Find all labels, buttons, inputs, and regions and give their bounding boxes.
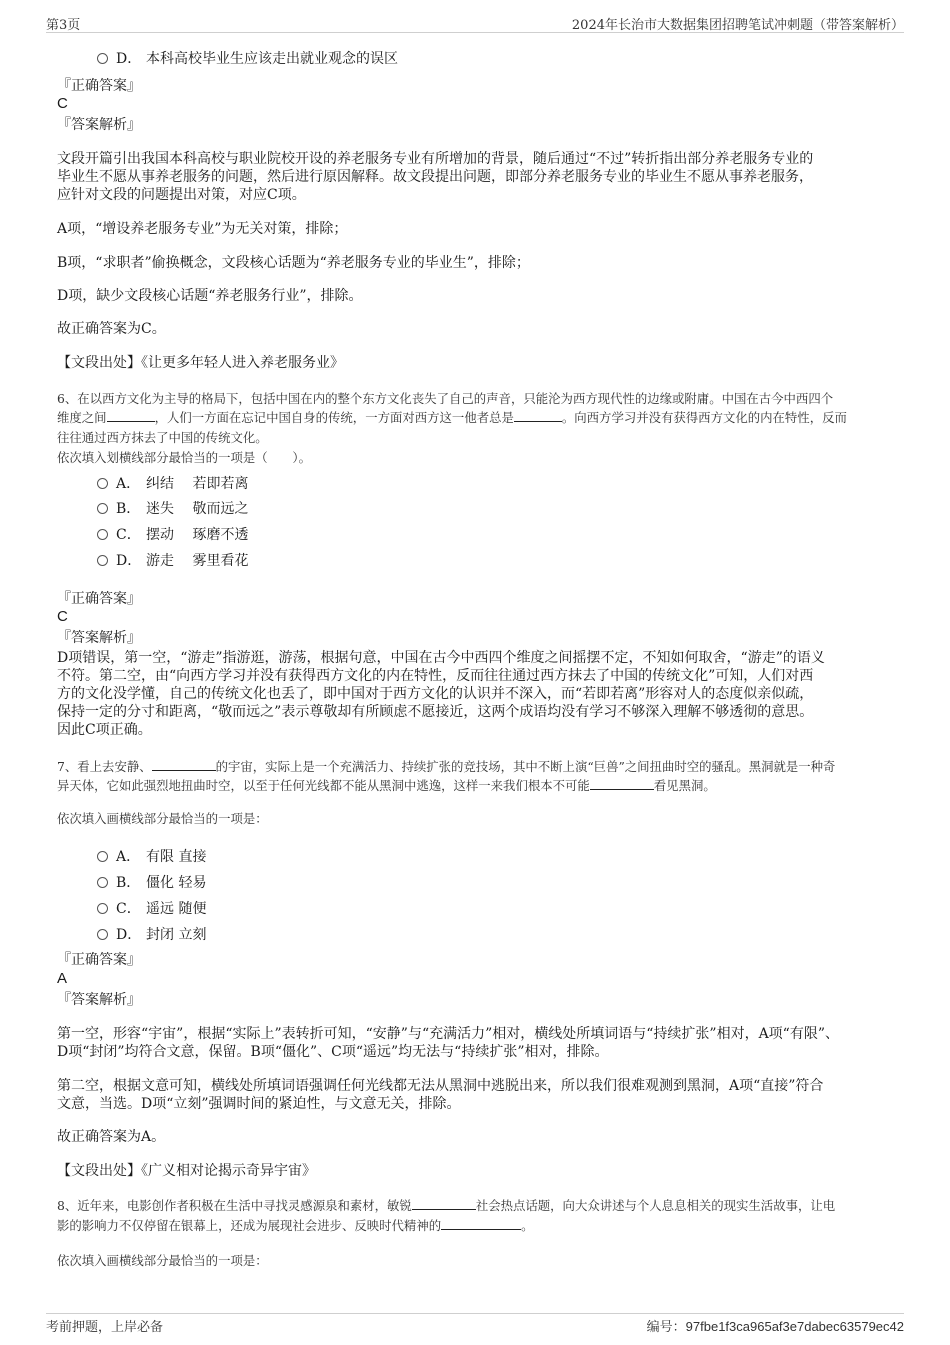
radio-icon[interactable]: [97, 851, 108, 862]
q6-analysis-line-2: 不符。第二空，由“向西方学习并没有获得西方文化的内在特性，反而往往通过西方抹去了中国的传统文化”可知，人们对西: [57, 668, 814, 684]
blank-line: [412, 1197, 476, 1210]
q5-point-d: D项，缺少文段核心话题“养老服务行业”，排除。: [57, 288, 363, 304]
q7-analysis-line-3: 第二空，根据文意可知，横线处所填词语强调任何光线都无法从黑洞中逃脱出来，所以我们很难观测到黑洞，A项“直接”符合: [57, 1078, 824, 1094]
q6-question: 依次填入划横线部分最恰当的一项是（ ）。: [57, 450, 312, 465]
q6-option-a[interactable]: A． 纠结 若即若离: [97, 473, 248, 493]
q6-stem-line-1: 6、在以西方文化为主导的格局下，包括中国在内的整个东方文化丧失了自己的声音，只能沦为西方现代性的边缘或附庸。中国在古今中西四个: [57, 391, 834, 406]
page-header: [46, 14, 904, 33]
q5-answer: C: [57, 95, 68, 112]
blank-line: [514, 409, 562, 422]
q7-stem-line-1: 7、看上去安静、 的宇宙，实际上是一个充满活力、持续扩张的竞技场，其中不断上演“巨兽”之间扭曲时空的骚乱。黑洞就是一种奇: [57, 759, 836, 774]
q8-stem-line-2: 影的影响力不仅停留在银幕上，还成为展现社会进步、反映时代精神的 。: [57, 1218, 534, 1233]
q6-stem-line-2: 维度之间 ，人们一方面在忘记中国自身的传统，一方面对西方这一他者总是 。向西方学习并没有获得西方文化的内在特性，反而: [57, 410, 847, 425]
radio-icon[interactable]: [97, 877, 108, 888]
q7-analysis-label: 『答案解析』: [57, 992, 141, 1008]
q5-point-a: A项，“增设养老服务专业”为无关对策，排除；: [57, 221, 348, 237]
q8-stem-line-1: 8、近年来，电影创作者积极在生活中寻找灵感源泉和素材，敏锐 社会热点话题，向大众讲述与个人息息相关的现实生活故事，让电: [57, 1198, 836, 1213]
q7-source: 【文段出处】《广义相对论揭示奇异宇宙》: [57, 1163, 316, 1179]
radio-icon[interactable]: [97, 903, 108, 914]
radio-icon[interactable]: [97, 478, 108, 489]
q7-question: 依次填入画横线部分最恰当的一项是：: [57, 811, 268, 826]
q5-analysis-line-2: 毕业生不愿从事养老服务的问题，然后进行原因解释。故文段提出问题，即部分养老服务专业的毕业生不愿从事养老服务，: [57, 169, 813, 185]
q6-analysis-label: 『答案解析』: [57, 630, 141, 646]
q7-option-d[interactable]: D． 封闭 立刻: [97, 924, 206, 944]
q7-answer: A: [57, 970, 68, 987]
q5-analysis-line-3: 应针对文段的问题提出对策，对应C项。: [57, 187, 306, 203]
q7-option-b[interactable]: B． 僵化 轻易: [97, 872, 206, 892]
q8-question: 依次填入画横线部分最恰当的一项是：: [57, 1253, 268, 1268]
q5-point-b: B项，“求职者”偷换概念，文段核心话题为“养老服务专业的毕业生”，排除；: [57, 255, 530, 271]
q6-option-b[interactable]: B． 迷失 敬而远之: [97, 498, 248, 518]
radio-icon[interactable]: [97, 53, 108, 64]
q6-option-d[interactable]: D． 游走 雾里看花: [97, 550, 248, 570]
q7-analysis-line-1: 第一空，形容“宇宙”，根据“实际上”表转折可知，“安静”与“充满活力”相对，横线处所填词语与“持续扩张”相对，A项“有限”、: [57, 1026, 839, 1042]
blank-line: [590, 777, 654, 790]
q5-analysis-label: 『答案解析』: [57, 117, 141, 133]
q6-analysis-line-4: 保持一定的分寸和距离，“敬而远之”表示尊敬却有所顾虑不愿接近，这两个成语均没有学习不够深入理解不够透彻的意思。: [57, 704, 814, 720]
q7-analysis-line-4: 文意，当选。D项“立刻”强调时间的紧迫性，与文意无关，排除。: [57, 1096, 461, 1112]
q6-analysis-line-1: D项错误，第一空，“游走”指游逛，游荡，根据句意，中国在古今中西四个维度之间摇摆不定，不知如何取舍，“游走”的语义: [57, 650, 825, 666]
q6-analysis-line-3: 方的文化没学懂，自己的传统文化也丢了，即中国对于西方文化的认识并不深入，而“若即若离”形容对人的态度似亲似疏，: [57, 686, 814, 702]
q7-option-c[interactable]: C． 遥远 随便: [97, 898, 206, 918]
q7-stem-line-2: 异天体，它如此强烈地扭曲时空，以至于任何光线都不能从黑洞中逃逸，这样一来我们根本不可能 看见黑洞。: [57, 778, 716, 793]
q5-option-d[interactable]: D． 本科高校毕业生应该走出就业观念的误区: [97, 48, 398, 68]
blank-line: [441, 1217, 521, 1230]
q6-option-c[interactable]: C． 摆动 琢磨不透: [97, 524, 248, 544]
page-number: 第3页: [46, 18, 81, 33]
q6-analysis-line-5: 因此C项正确。: [57, 722, 152, 738]
q6-answer-label: 『正确答案』: [57, 591, 141, 607]
q5-analysis-line-1: 文段开篇引出我国本科高校与职业院校开设的养老服务专业有所增加的背景，随后通过“不过”转折指出部分养老服务专业的: [57, 151, 814, 167]
blank-line: [152, 758, 216, 771]
q7-option-a[interactable]: A． 有限 直接: [97, 846, 206, 866]
footer-slogan: 考前押题，上岸必备: [46, 1320, 164, 1335]
radio-icon[interactable]: [97, 555, 108, 566]
q7-answer-label: 『正确答案』: [57, 952, 141, 968]
document-code: 编号：97fbe1f3ca965af3e7dabec63579ec42: [646, 1319, 904, 1335]
document-title: 2024年长治市大数据集团招聘笔试冲刺题（带答案解析）: [571, 18, 904, 33]
radio-icon[interactable]: [97, 503, 108, 514]
q5-source: 【文段出处】《让更多年轻人进入养老服务业》: [57, 355, 344, 371]
blank-line: [107, 409, 155, 422]
q7-conclusion: 故正确答案为A。: [57, 1129, 166, 1145]
q6-stem-line-3: 往往通过西方抹去了中国的传统文化。: [57, 430, 268, 445]
q5-conclusion: 故正确答案为C。: [57, 321, 166, 337]
radio-icon[interactable]: [97, 929, 108, 940]
q7-analysis-line-2: D项“封闭”均符合文意，保留。B项“僵化”、C项“遥远”均无法与“持续扩张”相对，排除。: [57, 1044, 609, 1060]
q5-answer-label: 『正确答案』: [57, 78, 141, 94]
radio-icon[interactable]: [97, 529, 108, 540]
q6-answer: C: [57, 608, 68, 625]
page-footer: [46, 1313, 904, 1336]
